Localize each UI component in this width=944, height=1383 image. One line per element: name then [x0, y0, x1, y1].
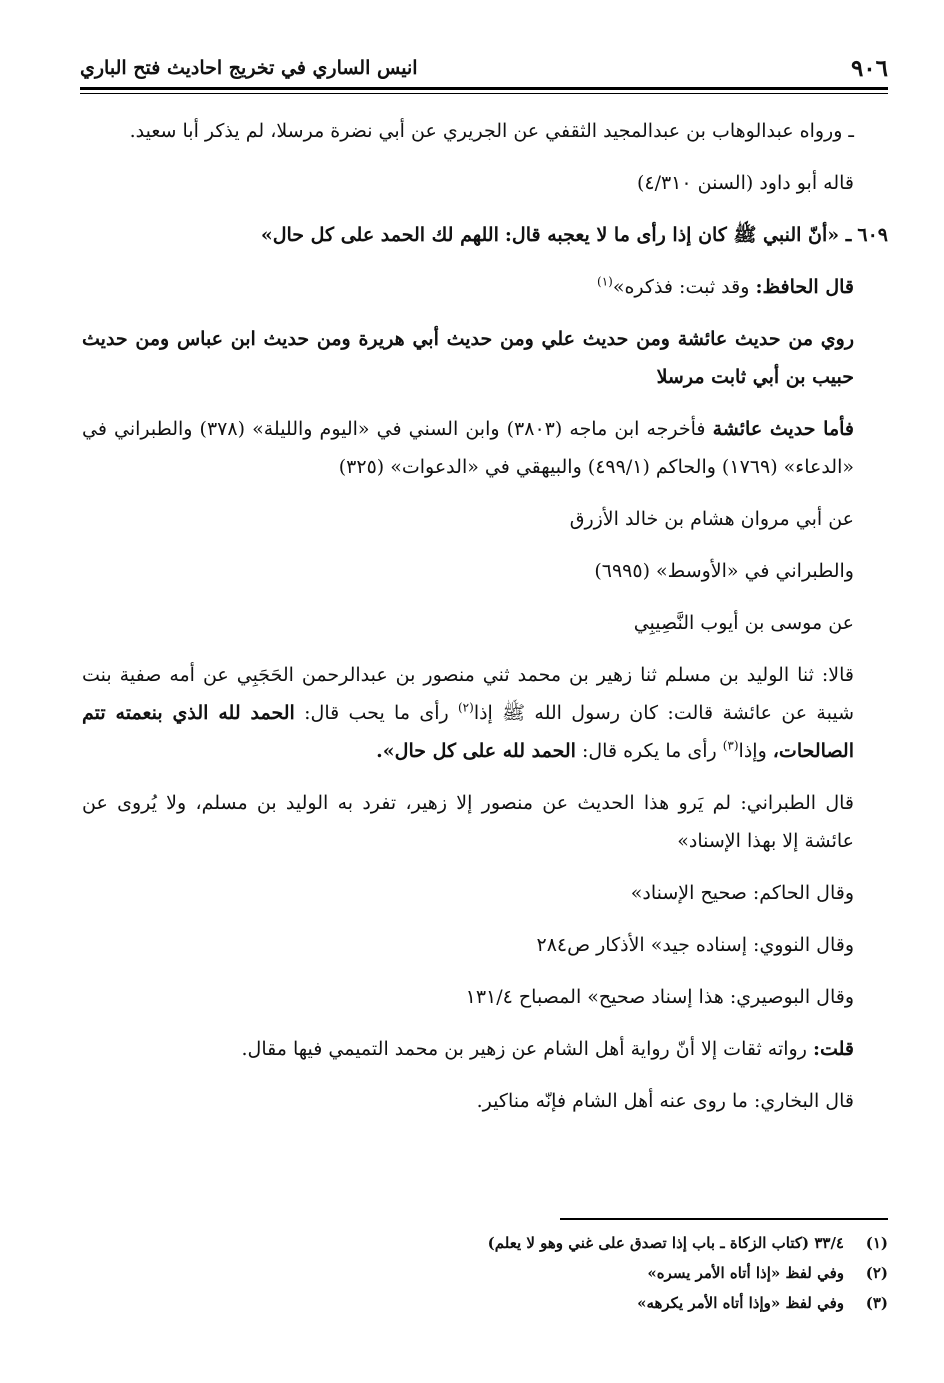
footnote-1: [82, 1228, 888, 1258]
isnad-c: وإذا: [738, 740, 767, 762]
footnote-number: (٢): [865, 1264, 888, 1282]
footnote-ref-2[interactable]: (٢): [457, 700, 474, 715]
qultu-text: رواته ثقات إلا أنّ رواية أهل الشام عن زهير بن محمد التميمي فيها مقال.: [241, 1038, 807, 1060]
aisha-text: فأخرجه ابن ماجه (٣٨٠٣) وابن السني في «اليوم والليلة» (٣٧٨) والطبراني في «الدعاء» (١٧٦٩) والحاكم (٤٩٩/١) والبيهقي في «الدعوات» (٣٢٥): [82, 418, 854, 478]
isnad-bold-2: الحمد لله على كل حال».: [376, 740, 576, 762]
hafiz-label: قال الحافظ:: [755, 276, 854, 298]
paragraph-aisha: [82, 410, 888, 486]
footnote-text: ٣٣/٤ (كتاب الزكاة ـ باب إذا تصدق على غني وهو لا يعلم): [487, 1234, 844, 1252]
paragraph-hakim: وقال الحاكم: صحيح الإسناد»: [630, 882, 854, 904]
paragraph-busiri: وقال البوصيري: هذا إسناد صحيح» المصباح ١٣١/٤: [465, 986, 854, 1008]
footnote-number: (٣): [865, 1294, 888, 1312]
hadith-text: ـ «أنّ النبي ﷺ كان إذا رأى ما لا يعجبه قال:: [504, 224, 852, 246]
paragraph-qultu: [82, 1030, 888, 1068]
page-body: [82, 112, 888, 1134]
hafiz-text: وقد ثبت: فذكره»: [612, 276, 750, 298]
hadith-bold: اللهم لك الحمد على كل حال»: [260, 224, 499, 246]
paragraph-8: والطبراني في «الأوسط» (٦٩٩٥): [594, 560, 854, 582]
footnote-text: وفي لفظ «إذا أتاه الأمر يسره»: [647, 1264, 844, 1282]
isnad-bold-1: الحمد لله الذي بنعمته تتم الصالحات،: [82, 702, 854, 762]
footnote-2: [82, 1258, 888, 1288]
aisha-lead: فأما حديث عائشة: [712, 418, 854, 440]
isnad-a: قالا: ثنا الوليد بن مسلم ثنا زهير بن محمد ثني منصور بن عبدالرحمن الحَجَبِي عن أمه صفية بنت شيبة عن عائشة قالت: كان رسول الله ﷺ إذا: [82, 664, 855, 724]
paragraph-hafiz: [82, 268, 888, 306]
qultu-label: قلت:: [812, 1038, 854, 1060]
footnote-ref-1[interactable]: (١): [597, 274, 613, 289]
paragraph-bukhari: قال البخاري: ما روى عنه أهل الشام فإنّه مناكير.: [476, 1090, 854, 1112]
isnad-b: رأى ما يحب قال:: [304, 702, 449, 724]
hadith-609: [82, 216, 888, 254]
paragraph-9: عن موسى بن أيوب النَّصِيبِي: [633, 612, 854, 634]
paragraph-nawawi: وقال النووي: إسناده جيد» الأذكار ص٢٨٤: [536, 934, 854, 956]
isnad-d: رأى ما يكره قال:: [581, 740, 717, 762]
paragraph-7: عن أبي مروان هشام بن خالد الأزرق: [569, 508, 854, 530]
paragraph-tabarani: قال الطبراني: لم يَرو هذا الحديث عن منصور إلا زهير، تفرد به الوليد بن مسلم، ولا يُروى عن عائشة إلا بهذا الإسناد»: [82, 792, 854, 852]
paragraph-1: ـ ورواه عبدالوهاب بن عبدالمجيد الثقفي عن الجريري عن أبي نضرة مرسلا، لم يذكر أبا سعيد.: [129, 120, 854, 142]
page-number: ٩٠٦: [850, 54, 888, 82]
running-title: انيس الساري في تخريج احاديث فتح الباري: [80, 57, 418, 79]
header-rule: [80, 87, 888, 90]
hadith-number: ٦٠٩: [857, 224, 888, 246]
paragraph-2: قاله أبو داود (السنن ٤/٣١٠): [636, 172, 854, 194]
paragraph-narrations: روي من حديث عائشة ومن حديث علي ومن حديث أبي هريرة ومن حديث ابن عباس ومن حديث حبيب بن أبي ثابت مرسلا: [82, 328, 854, 388]
header-rule-thin: [80, 93, 888, 94]
page-header: [80, 50, 888, 86]
footnote-number: (١): [865, 1234, 888, 1252]
footnote-text: وفي لفظ «وإذا أتاه الأمر يكرهه»: [637, 1294, 844, 1312]
footnotes: [82, 1228, 888, 1318]
paragraph-isnad: [82, 656, 888, 770]
footnote-3: [82, 1288, 888, 1318]
footnote-ref-3[interactable]: (٣): [722, 738, 739, 753]
footnote-rule: [560, 1218, 888, 1220]
